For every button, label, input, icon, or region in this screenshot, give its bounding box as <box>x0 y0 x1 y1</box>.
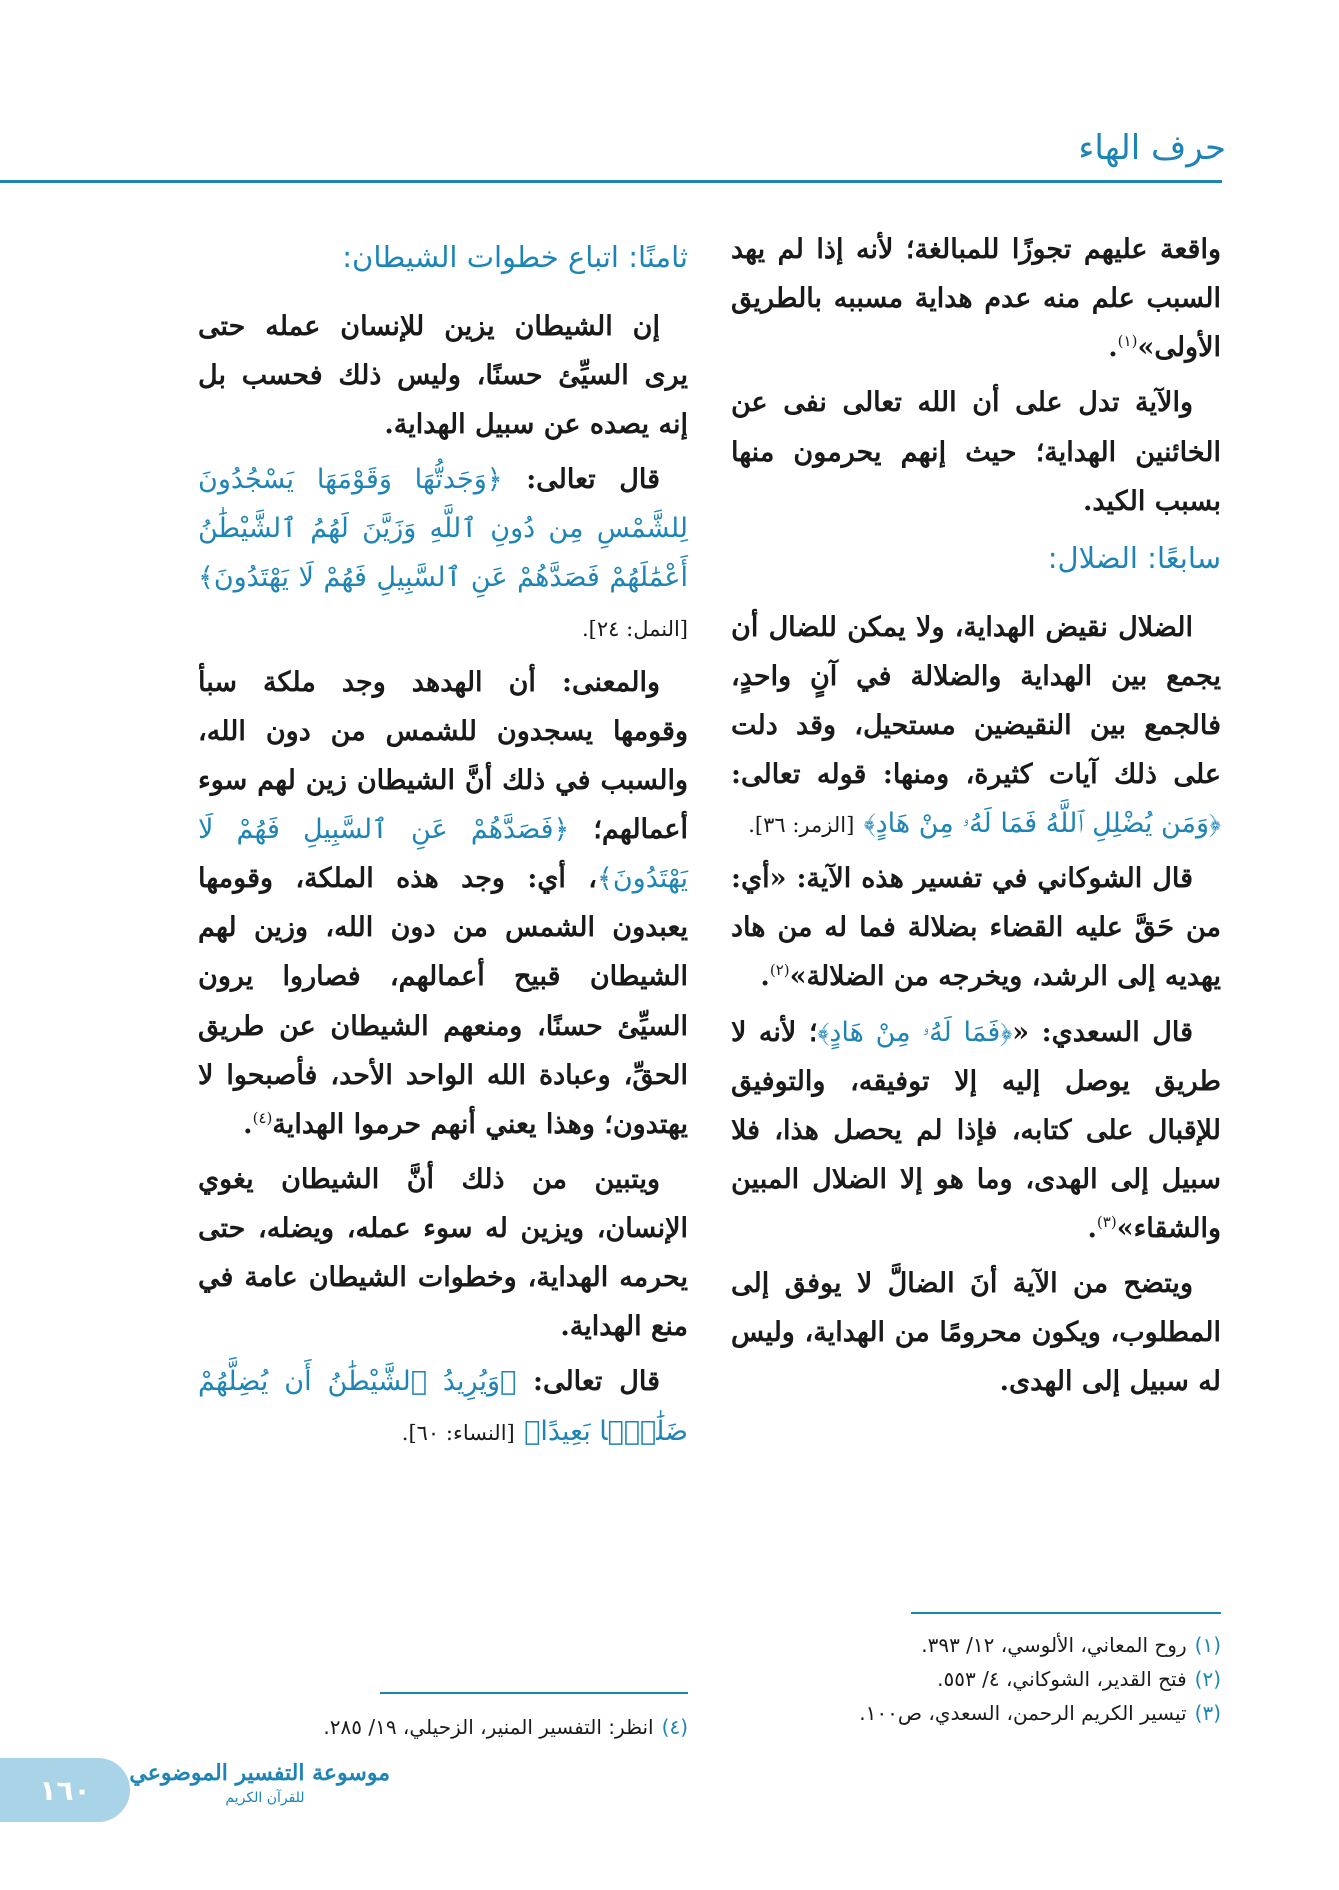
page-number-badge: ١٦٠ <box>0 1758 130 1822</box>
quran-verse: ﴿وَجَدتُّهَا وَقَوْمَهَا يَسْجُدُونَ لِلشَّمْسِ مِن دُونِ ٱللَّهِ وَزَيَّنَ لَهُمُ ٱلشَّيْطَٰنُ أَعْمَٰلَهُمْ فَصَدَّهُمْ عَنِ ٱلسَّبِيلِ فَهُمْ لَا يَهْتَدُونَ﴾ <box>198 464 688 594</box>
quran-verse: ﴿وَمَن يُضْلِلِ ٱللَّهُ فَمَا لَهُۥ مِنْ هَادٍ﴾ <box>863 808 1221 840</box>
paragraph: واقعة عليهم تجوزًا للمبالغة؛ لأنه إذا لم يهد السبب علم منه عدم هداية مسببه بالطريق الأولى»$^{(١)}$. <box>731 234 1221 364</box>
quran-verse: ﴿فَمَا لَهُۥ مِنْ هَادٍ﴾ <box>817 1016 1013 1048</box>
paragraph <box>198 455 688 652</box>
paragraph: ويتضح من الآية أنَ الضالَّ لا يوفق إلى المطلوب، ويكون محرومًا من الهداية، وليس له سبيل إلى الهدى. <box>731 1268 1221 1398</box>
footnotes-right <box>731 1628 1221 1730</box>
footnote-ref[interactable]: (١) <box>1117 332 1138 351</box>
footnote-text: انظر: التفسير المنير، الزحيلي، ١٩/ ٢٨٥. <box>323 1715 654 1739</box>
footnote-rule <box>911 1612 1221 1614</box>
paragraph-text: الضلال نقيض الهداية، ولا يمكن للضال أن يجمع بين الهداية والضلالة في آنٍ واحدٍ، فالجمع بين النقيضين مستحيل، وقد دلت على ذلك آيات كثيرة، ومنها: قوله تعالى: <box>731 611 1221 790</box>
paragraph-text: قال تعالى: <box>526 464 661 496</box>
footnote-text: فتح القدير، الشوكاني، ٤/ ٥٥٣. <box>937 1667 1187 1691</box>
paragraph: قال السعدي: «﴿فَمَا لَهُۥ مِنْ هَادٍ﴾؛ لأنه لا طريق يوصل إليه إلا توفيقه، والتوفيق للإقبال على كتابه، فإذا لم يحصل هذا، فلا سبيل إلى الهدى، وما هو إلا الضلال المبين والشقاء»$^{(٣)}$. <box>731 1016 1221 1245</box>
footnote-ref[interactable]: (٤) <box>252 1108 273 1127</box>
paragraph: والآية تدل على أن الله تعالى نفى عن الخائنين الهداية؛ حيث إنهم يحرمون منها بسبب الكيد. <box>731 387 1221 517</box>
paragraph: ويتبين من ذلك أنَّ الشيطان يغوي الإنسان، ويزين له سوء عمله، ويضله، حتى يحرمه الهداية، وخطوات الشيطان عامة في منع الهداية. <box>198 1163 688 1343</box>
footnote-ref[interactable]: (٣) <box>1096 1213 1117 1232</box>
footnote-number: (٣) <box>1194 1701 1221 1725</box>
right-column <box>731 225 1221 1413</box>
verse-reference: [النساء: ٦٠]. <box>401 1420 515 1445</box>
quran-verse: ﴿فَصَدَّهُمْ عَنِ ٱلسَّبِيلِ فَهُمْ لَا يَهْتَدُونَ﴾ <box>198 814 688 895</box>
footnote-ref[interactable]: (٢) <box>769 961 790 980</box>
paragraph: قال الشوكاني في تفسير هذه الآية: «أي: من حَقَّ عليه القضاء بضلالة فما له من هاد يهديه إلى الرشد، ويخرجه من الضلالة»$^{(٢)}$. <box>731 863 1221 993</box>
footnote-text: روح المعاني، الألوسي، ١٢/ ٣٩٣. <box>921 1633 1187 1657</box>
footnote-number: (١) <box>1194 1633 1221 1657</box>
footnote <box>731 1696 1221 1730</box>
paragraph-text: والمعنى: أن الهدهد وجد ملكة سبأ وقومها يسجدون للشمس من دون الله، والسبب في ذلك أنَّ الشيطان زين لهم سوء أعمالهم؛ <box>198 666 688 846</box>
paragraph-text: ؛ لأنه لا طريق يوصل إليه إلا توفيقه، والتوفيق للإقبال على كتابه، فإذا لم يحصل هذا، فلا سبيل إلى الهدى، وما هو إلا الضلال المبين والشقاء» <box>731 1016 1221 1245</box>
paragraph <box>198 1357 688 1455</box>
paragraph: إن الشيطان يزين للإنسان عمله حتى يرى السيِّئ حسنًا، وليس ذلك فحسب بل إنه يصده عن سبيل الهداية. <box>198 310 688 441</box>
footnote-rule <box>380 1692 688 1694</box>
paragraph: والمعنى: أن الهدهد وجد ملكة سبأ وقومها يسجدون للشمس من دون الله، والسبب في ذلك أنَّ الشيطان زين لهم سوء أعمالهم؛ ﴿فَصَدَّهُمْ عَنِ ٱلسَّبِيلِ فَهُمْ لَا يَهْتَدُونَ﴾، أي: وجد هذه الملكة، وقومها يعبدون الشمس من دون الله، وزين لهم الشيطان قبيح أعمالهم، فصاروا يرون السيِّئ حسنًا، ومنعهم الشيطان عن طريق الحقِّ، وعبادة الله الواحد الأحد، فأصبحوا لا يهتدون؛ وهذا يعني أنهم حرموا الهداية$^{(٤)}$. <box>198 666 688 1140</box>
header-rule <box>0 180 1222 183</box>
paragraph-text: قال السعدي: « <box>1012 1016 1193 1048</box>
logo-subtitle: للقرآن الكريم <box>225 1790 305 1806</box>
footnote-number: (٢) <box>1194 1667 1221 1691</box>
verse-reference: [الزمر: ٣٦]. <box>748 813 855 838</box>
footnote-number: (٤) <box>661 1715 688 1739</box>
paragraph-text: قال الشوكاني في تفسير هذه الآية: «أي: من حَقَّ عليه القضاء بضلالة فما له من هاد يهديه إلى الرشد، ويخرجه من الضلالة» <box>731 863 1221 993</box>
paragraph-text: قال تعالى: <box>532 1366 660 1398</box>
logo-title: موسوعة التفسير الموضوعي <box>129 1760 390 1786</box>
paragraph-text: واقعة عليهم تجوزًا للمبالغة؛ لأنه إذا لم يهد السبب علم منه عدم هداية مسببه بالطريق الأولى» <box>731 234 1221 364</box>
header-title: حرف الهاء <box>1078 128 1226 168</box>
section-heading: سابعًا: الضلال: <box>1047 540 1221 575</box>
left-column <box>198 225 688 1462</box>
footnote <box>731 1628 1221 1662</box>
quran-verse: ﴿وَيُرِيدُ ٱلشَّيْطَٰنُ أَن يُضِلَّهُمْ ضَلَٰلًۢا بَعِيدًا﴾ <box>198 1366 688 1447</box>
verse-reference: [النمل: ٢٤]. <box>582 616 688 641</box>
footnotes-left <box>198 1710 688 1744</box>
encyclopedia-logo <box>129 1760 390 1842</box>
paragraph-text: ، أي: وجد هذه الملكة، وقومها يعبدون الشمس من دون الله، وزين لهم الشيطان قبيح أعمالهم، فصاروا يرون السيِّئ حسنًا، ومنعهم الشيطان عن طريق الحقِّ، وعبادة الله الواحد الأحد، فأصبحوا لا يهتدون؛ وهذا يعني أنهم حرموا الهداية <box>198 863 688 1140</box>
section-heading: ثامنًا: اتباع خطوات الشيطان: <box>342 240 688 274</box>
footnote <box>731 1662 1221 1696</box>
footnote-text: تيسير الكريم الرحمن، السعدي، ص١٠٠. <box>859 1701 1187 1725</box>
paragraph <box>731 603 1221 849</box>
footnote <box>198 1710 688 1744</box>
